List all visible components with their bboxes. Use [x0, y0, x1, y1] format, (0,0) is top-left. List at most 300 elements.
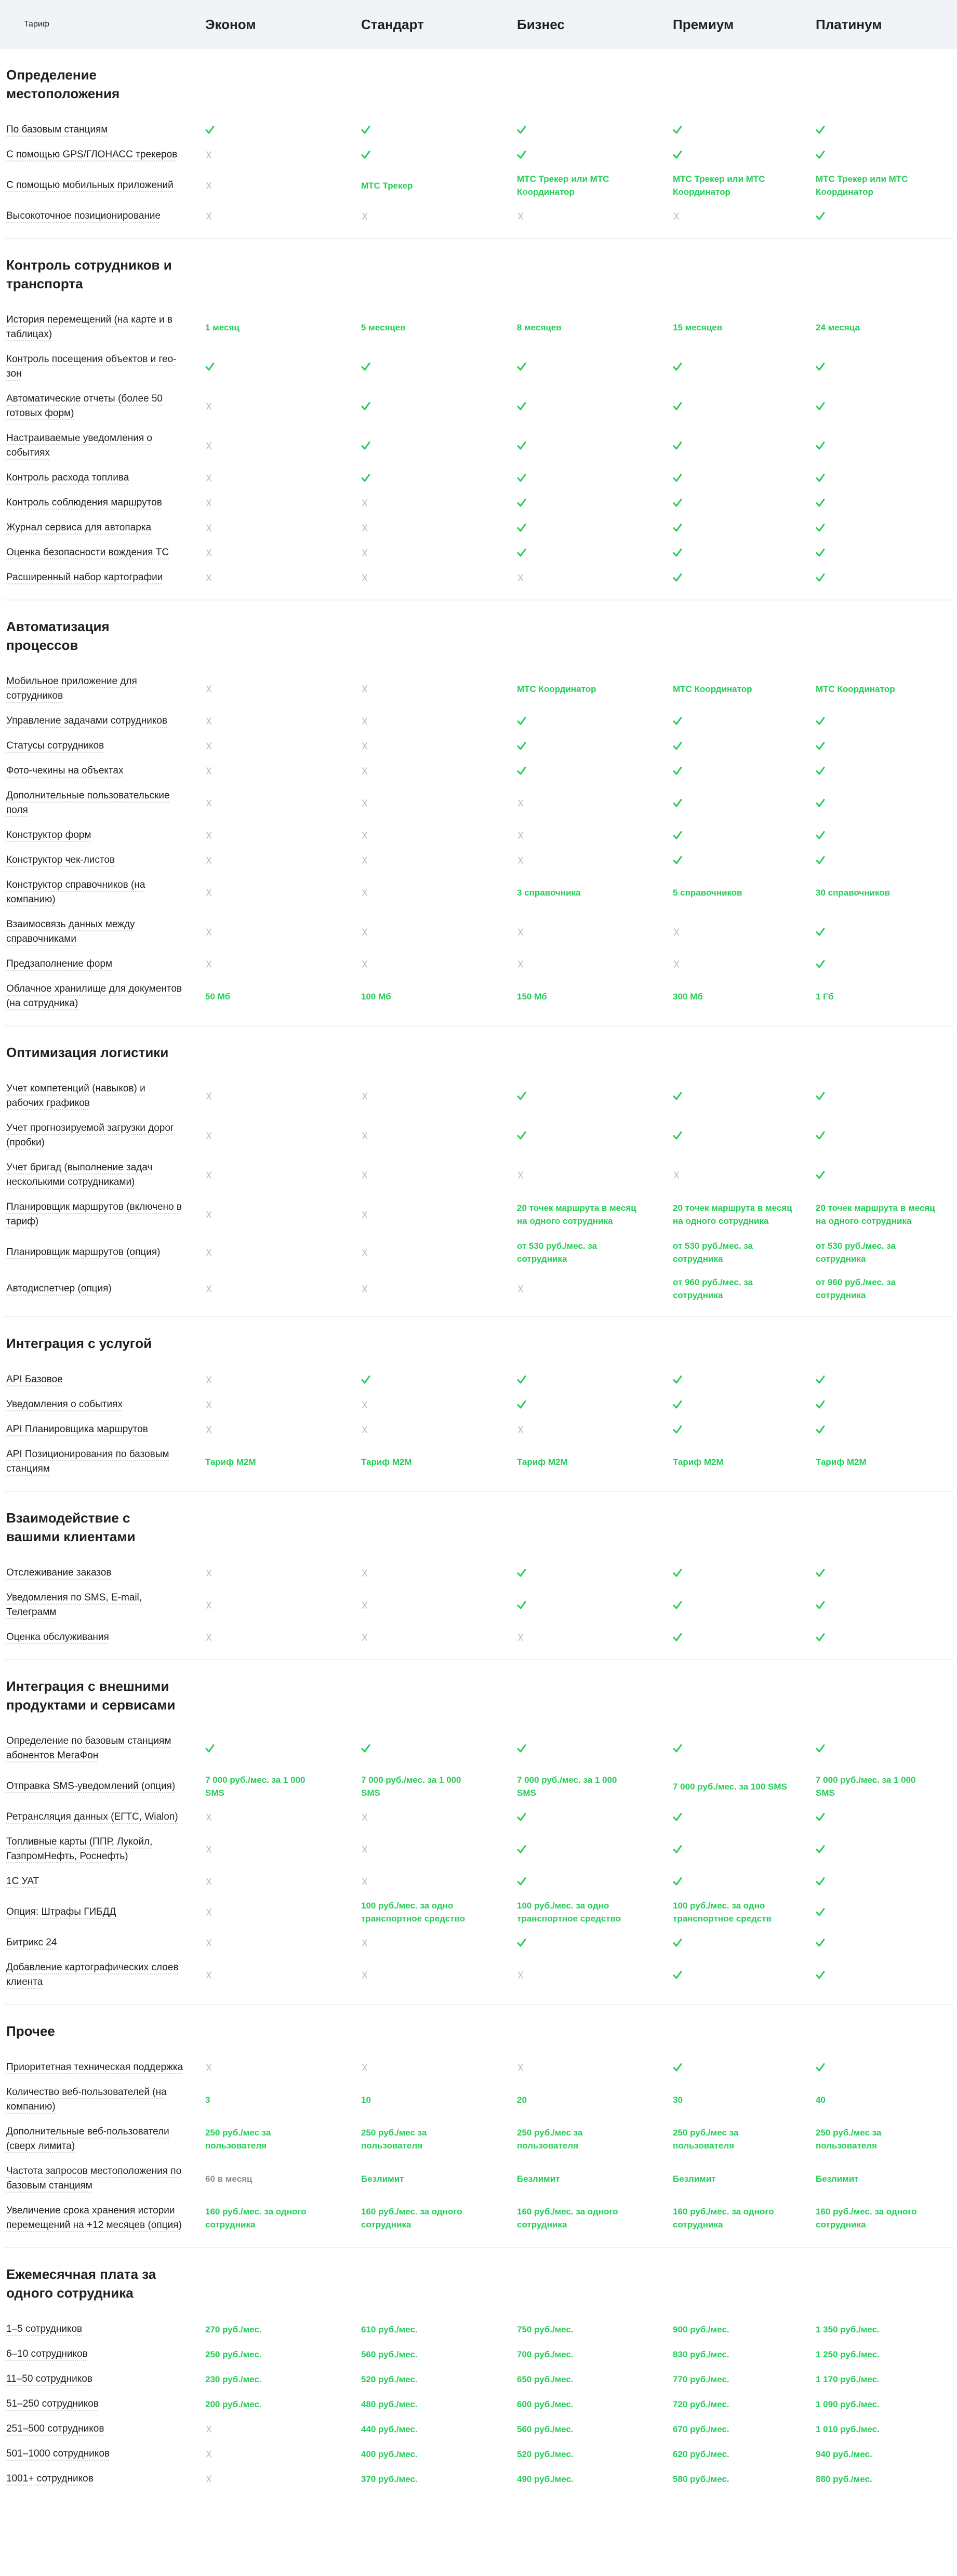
- check-icon: [673, 362, 816, 371]
- section: [4, 1026, 953, 1317]
- cross-icon: [361, 1131, 517, 1140]
- feature-value: Безлимит: [816, 2173, 859, 2184]
- cross-icon: [205, 524, 361, 532]
- feature-value: 440 руб./мес.: [361, 2424, 418, 2434]
- cross-icon: [517, 573, 673, 582]
- check-icon: [816, 741, 957, 751]
- check-icon: [816, 959, 957, 969]
- feature-label-text[interactable]: С помощью GPS/ГЛОНАСС трекеров: [6, 149, 178, 160]
- feature-label-text[interactable]: Контроль соблюдения маршрутов: [6, 497, 162, 508]
- table-row: [4, 709, 953, 733]
- feature-label-text[interactable]: Учет прогнозируемой загрузки дорог (пробки): [6, 1123, 174, 1148]
- feature-value: Тариф M2M: [673, 1457, 724, 1467]
- feature-label-text[interactable]: Высокоточное позиционирование: [6, 210, 161, 221]
- check-icon: [816, 211, 957, 221]
- section: [4, 239, 953, 600]
- feature-label: [4, 1905, 185, 1919]
- feature-label-text[interactable]: Учет бригад (выполнение задач несколькими сотрудниками): [6, 1162, 153, 1187]
- check-icon: [816, 473, 957, 483]
- feature-value: МТС Координатор: [816, 684, 895, 694]
- check-icon: [361, 441, 517, 450]
- table-row: [4, 1729, 953, 1768]
- feature-value: 160 руб./мес. за одного сотрудника: [361, 2207, 462, 2230]
- plan-header-standart: Стандарт: [361, 16, 424, 32]
- cross-icon: [205, 856, 361, 864]
- check-icon: [361, 1744, 517, 1753]
- table-row: [4, 733, 953, 758]
- feature-label-text[interactable]: Автоматические отчеты (более 50 готовых форм): [6, 393, 163, 419]
- check-icon: [816, 798, 957, 808]
- check-icon: [816, 2063, 957, 2072]
- table-row: [4, 1392, 953, 1417]
- check-icon: [816, 1400, 957, 1409]
- feature-label: [4, 1810, 185, 1824]
- feature-label: [4, 471, 185, 485]
- feature-label-text[interactable]: Оценка обслуживания: [6, 1632, 109, 1643]
- table-row: [4, 1625, 953, 1650]
- feature-label: [4, 2125, 185, 2154]
- feature-label-text[interactable]: 6–10 сотрудников: [6, 2348, 88, 2359]
- feature-label-text[interactable]: Опция: Штрафы ГИБДД: [6, 1906, 116, 1917]
- table-header: [0, 0, 957, 49]
- feature-label: [4, 570, 185, 585]
- cross-icon: [673, 960, 816, 968]
- check-icon: [517, 523, 673, 532]
- feature-label-text[interactable]: Уведомления о событиях: [6, 1399, 123, 1410]
- check-icon: [816, 573, 957, 582]
- cross-icon: [517, 2063, 673, 2072]
- check-icon: [205, 125, 361, 135]
- section-title: Интеграция с услугой: [6, 1336, 152, 1351]
- cross-icon: [205, 1845, 361, 1853]
- feature-label: [4, 1734, 185, 1763]
- check-icon: [816, 402, 957, 411]
- feature-label-text[interactable]: Добавление картографических слоев клиента: [6, 1962, 179, 1987]
- feature-label: [4, 209, 185, 223]
- feature-label-text[interactable]: Частота запросов местоположения по базовым станциям: [6, 2166, 182, 2191]
- table-row: [4, 142, 953, 167]
- feature-label-text[interactable]: 501–1000 сотрудников: [6, 2448, 110, 2459]
- feature-value: 5 справочников: [673, 887, 742, 898]
- feature-value: 30 справочников: [816, 887, 890, 898]
- section-title: Контроль сотрудников и транспорта: [6, 257, 172, 291]
- cross-icon: [205, 1376, 361, 1384]
- cross-icon: [361, 1633, 517, 1641]
- feature-value: 880 руб./мес.: [816, 2474, 872, 2484]
- table-row: [4, 490, 953, 515]
- feature-label-text[interactable]: Конструктор чек-листов: [6, 855, 115, 865]
- feature-value: 1 Гб: [816, 991, 834, 1002]
- table-row: [4, 426, 953, 465]
- feature-label-text[interactable]: 51–250 сотрудников: [6, 2398, 99, 2409]
- feature-label-text[interactable]: Фото-чекины на объектах: [6, 765, 124, 776]
- section-title: Взаимодействие с вашими клиентами: [6, 1510, 136, 1544]
- cross-icon: [205, 1877, 361, 1886]
- table-row: [4, 1195, 953, 1234]
- cross-icon: [205, 928, 361, 936]
- table-row: [4, 347, 953, 386]
- feature-label-text[interactable]: Управление задачами сотрудников: [6, 715, 168, 726]
- check-icon: [816, 1938, 957, 1947]
- feature-value: 250 руб./мес за пользователя: [816, 2128, 882, 2151]
- feature-value: 3 справочника: [517, 887, 581, 898]
- feature-value: 610 руб./мес.: [361, 2324, 418, 2334]
- cross-icon: [673, 1171, 816, 1179]
- section-title: Интеграция с внешними продуктами и сервисами: [6, 1678, 176, 1713]
- feature-label-text[interactable]: API Позиционирования по базовым станциям: [6, 1449, 169, 1474]
- feature-value: 7 000 руб./мес. за 1 000 SMS: [517, 1775, 617, 1798]
- check-icon: [816, 1375, 957, 1384]
- feature-label: [4, 431, 185, 460]
- feature-value: 20: [517, 2094, 527, 2105]
- feature-value: 650 руб./мес.: [517, 2374, 574, 2384]
- feature-label: [4, 1245, 185, 1260]
- feature-label-text[interactable]: Дополнительные веб-пользователи (сверх лимита): [6, 2126, 169, 2152]
- feature-label-text[interactable]: 11–50 сотрудников: [6, 2373, 92, 2384]
- feature-value: 250 руб./мес за пользователя: [361, 2128, 427, 2151]
- table-row: [4, 1116, 953, 1155]
- feature-value: 940 руб./мес.: [816, 2449, 872, 2459]
- cross-icon: [517, 1633, 673, 1641]
- table-row: [4, 1155, 953, 1195]
- table-row: [4, 1234, 953, 1271]
- check-icon: [816, 1877, 957, 1886]
- check-icon: [673, 766, 816, 776]
- feature-label: [4, 1630, 185, 1645]
- plan-header-premium: Премиум: [673, 16, 734, 32]
- feature-label: [4, 2447, 185, 2461]
- cross-icon: [361, 1845, 517, 1853]
- section-title: Определение местоположения: [6, 67, 120, 101]
- feature-label-text[interactable]: 251–500 сотрудников: [6, 2423, 104, 2434]
- feature-value: 60 в месяц: [205, 2173, 252, 2184]
- section-title: Оптимизация логистики: [6, 1045, 169, 1060]
- cross-icon: [205, 1939, 361, 1947]
- feature-value: 10: [361, 2094, 371, 2105]
- plan-header-ekonom: Эконом: [205, 16, 256, 32]
- table-row: [4, 1894, 953, 1930]
- check-icon: [673, 1845, 816, 1854]
- section: [4, 600, 953, 1026]
- feature-value: 150 Мб: [517, 991, 547, 1002]
- check-icon: [673, 125, 816, 135]
- feature-value: 5 месяцев: [361, 322, 406, 332]
- feature-label-text[interactable]: Конструктор форм: [6, 830, 91, 840]
- table-row: [4, 848, 953, 873]
- table-row: [4, 1955, 953, 1995]
- cross-icon: [205, 1248, 361, 1257]
- check-icon: [517, 1131, 673, 1140]
- feature-label: [4, 178, 185, 193]
- feature-label-text[interactable]: Количество веб-пользователей (на компанию): [6, 2087, 167, 2112]
- feature-value: Тариф M2M: [816, 1457, 867, 1467]
- check-icon: [816, 498, 957, 508]
- feature-value: 7 000 руб./мес. за 100 SMS: [673, 1781, 787, 1792]
- check-icon: [816, 856, 957, 865]
- feature-label: [4, 2472, 185, 2486]
- feature-label: [4, 789, 185, 818]
- feature-label: [4, 1874, 185, 1889]
- section: [4, 2248, 953, 2501]
- check-icon: [517, 1845, 673, 1854]
- check-icon: [517, 125, 673, 135]
- cross-icon: [361, 1248, 517, 1257]
- feature-label-text[interactable]: Статусы сотрудников: [6, 740, 104, 751]
- feature-label-text[interactable]: Уведомления по SMS, E-mail, Телеграмм: [6, 1592, 142, 1618]
- table-row: [4, 117, 953, 142]
- table-row: [4, 2080, 953, 2119]
- feature-label-text[interactable]: Контроль расхода топлива: [6, 472, 129, 483]
- feature-label-text[interactable]: История перемещений (на карте и в таблицах): [6, 314, 172, 340]
- feature-value: 30: [673, 2094, 683, 2105]
- check-icon: [361, 362, 517, 371]
- cross-icon: [673, 212, 816, 220]
- feature-label: [4, 853, 185, 867]
- check-icon: [816, 1845, 957, 1854]
- feature-label-text[interactable]: Битрикс 24: [6, 1937, 57, 1948]
- check-icon: [517, 150, 673, 159]
- table-row: [4, 783, 953, 823]
- check-icon: [816, 831, 957, 840]
- feature-label: [4, 917, 185, 946]
- table-row: [4, 1442, 953, 1481]
- check-icon: [673, 402, 816, 411]
- feature-label-text[interactable]: Оценка безопасности вождения ТС: [6, 547, 169, 558]
- feature-value: 1 010 руб./мес.: [816, 2424, 880, 2434]
- check-icon: [673, 1375, 816, 1384]
- feature-label: [4, 392, 185, 421]
- check-icon: [673, 1425, 816, 1434]
- cross-icon: [361, 767, 517, 775]
- feature-label: [4, 313, 185, 342]
- cross-icon: [361, 960, 517, 968]
- check-icon: [517, 441, 673, 450]
- feature-label-text[interactable]: Планировщик маршрутов (включено в тариф): [6, 1202, 182, 1227]
- feature-value: 770 руб./мес.: [673, 2374, 729, 2384]
- table-row: [4, 1560, 953, 1585]
- feature-label-text[interactable]: 1–5 сотрудников: [6, 2324, 83, 2334]
- check-icon: [361, 402, 517, 411]
- cross-icon: [361, 1171, 517, 1179]
- feature-value: 830 руб./мес.: [673, 2349, 729, 2359]
- cross-icon: [361, 1601, 517, 1609]
- check-icon: [517, 1400, 673, 1409]
- table-row: [4, 515, 953, 540]
- check-icon: [673, 798, 816, 808]
- section-title: Ежемесячная плата за одного сотрудника: [6, 2266, 156, 2301]
- cross-icon: [205, 2063, 361, 2072]
- feature-label-text[interactable]: Предзаполнение форм: [6, 958, 113, 969]
- feature-label-text[interactable]: Отправка SMS-уведомлений (опция): [6, 1781, 176, 1792]
- feature-label: [4, 520, 185, 535]
- feature-label: [4, 1779, 185, 1794]
- feature-label-text[interactable]: Определение по базовым станциям абонентов МегаФон: [6, 1736, 171, 1761]
- check-icon: [816, 1425, 957, 1434]
- feature-label: [4, 2422, 185, 2436]
- feature-label-text[interactable]: API Базовое: [6, 1374, 63, 1385]
- cross-icon: [205, 717, 361, 725]
- feature-value: Тариф M2M: [361, 1457, 412, 1467]
- cross-icon: [361, 1210, 517, 1219]
- feature-label: [4, 1936, 185, 1950]
- cross-icon: [205, 573, 361, 582]
- feature-label-text[interactable]: Контроль посещения объектов и гео-зон: [6, 354, 177, 379]
- comparison-table: [0, 49, 957, 2501]
- feature-value: 7 000 руб./мес. за 1 000 SMS: [816, 1775, 916, 1798]
- feature-label-text[interactable]: 1001+ сотрудников: [6, 2473, 94, 2484]
- feature-value: 560 руб./мес.: [361, 2349, 418, 2359]
- table-row: [4, 823, 953, 848]
- cross-icon: [361, 212, 517, 220]
- table-row: [4, 1869, 953, 1894]
- feature-label-text[interactable]: Приоритетная техническая поддержка: [6, 2062, 183, 2073]
- feature-label: [4, 1160, 185, 1190]
- feature-value: 50 Мб: [205, 991, 231, 1002]
- check-icon: [205, 362, 361, 371]
- feature-value: 100 Мб: [361, 991, 391, 1002]
- cross-icon: [361, 831, 517, 839]
- section: [4, 2005, 953, 2248]
- cross-icon: [517, 1285, 673, 1293]
- feature-label: [4, 739, 185, 753]
- check-icon: [361, 150, 517, 159]
- check-icon: [816, 548, 957, 557]
- table-row: [4, 2466, 953, 2491]
- table-row: [4, 2198, 953, 2238]
- cross-icon: [205, 1971, 361, 1979]
- cross-icon: [205, 1633, 361, 1641]
- feature-label: [4, 2204, 185, 2233]
- feature-label-text[interactable]: Облачное хранилище для документов (на сотрудника): [6, 983, 182, 1009]
- feature-label-text[interactable]: Планировщик маршрутов (опция): [6, 1247, 161, 1258]
- feature-label-text[interactable]: Увеличение срока хранения истории перемещений на +12 месяцев (опция): [6, 2205, 182, 2231]
- feature-label-text[interactable]: С помощью мобильных приложений: [6, 180, 174, 191]
- cross-icon: [205, 1813, 361, 1821]
- feature-value: 8 месяцев: [517, 322, 562, 332]
- table-row: [4, 2119, 953, 2159]
- check-icon: [673, 831, 816, 840]
- feature-label-text[interactable]: Настраиваемые уведомления о событиях: [6, 433, 152, 458]
- feature-label: [4, 2085, 185, 2114]
- cross-icon: [205, 402, 361, 410]
- feature-label-text[interactable]: Топливные карты (ППР, Лукойл, ГазпромНефть, Роснефть): [6, 1836, 153, 1862]
- feature-label-text[interactable]: Журнал сервиса для автопарка: [6, 522, 152, 533]
- feature-value: 580 руб./мес.: [673, 2474, 729, 2484]
- check-icon: [816, 927, 957, 937]
- feature-value: 20 точек маршрута в месяц на одного сотрудника: [816, 1203, 935, 1226]
- table-row: [4, 2441, 953, 2466]
- check-icon: [673, 1970, 816, 1980]
- feature-label-text[interactable]: Отслеживание заказов: [6, 1567, 112, 1578]
- feature-label: [4, 828, 185, 843]
- feature-label: [4, 1082, 185, 1111]
- feature-label: [4, 1835, 185, 1864]
- cross-icon: [517, 1171, 673, 1179]
- cross-icon: [361, 856, 517, 864]
- cross-icon: [205, 1131, 361, 1140]
- feature-value: 560 руб./мес.: [517, 2424, 574, 2434]
- check-icon: [673, 150, 816, 159]
- check-icon: [673, 1744, 816, 1753]
- cross-icon: [517, 856, 673, 864]
- feature-value: МТС Трекер или МТС Координатор: [816, 174, 908, 197]
- feature-value: 620 руб./мес.: [673, 2449, 729, 2459]
- feature-value: 100 руб./мес. за одно транспортное средств: [673, 1901, 772, 1924]
- feature-value: 7 000 руб./мес. за 1 000 SMS: [361, 1775, 461, 1798]
- feature-label-text[interactable]: 1С УАТ: [6, 1876, 39, 1887]
- cross-icon: [205, 1601, 361, 1609]
- cross-icon: [205, 767, 361, 775]
- feature-value: от 960 руб./мес. за сотрудника: [673, 1277, 753, 1300]
- feature-value: 900 руб./мес.: [673, 2324, 729, 2334]
- cross-icon: [361, 1092, 517, 1100]
- feature-label-text[interactable]: Дополнительные пользовательские поля: [6, 790, 170, 816]
- plan-header-biznes: Бизнес: [517, 16, 565, 32]
- check-icon: [673, 1600, 816, 1610]
- feature-value: 250 руб./мес за пользователя: [673, 2128, 739, 2151]
- feature-label-text[interactable]: Учет компетенций (навыков) и рабочих графиков: [6, 1083, 145, 1109]
- check-icon: [673, 716, 816, 726]
- check-icon: [517, 548, 673, 557]
- feature-label-text[interactable]: Мобильное приложение для сотрудников: [6, 676, 137, 701]
- feature-value: 720 руб./мес.: [673, 2399, 729, 2409]
- section: [4, 49, 953, 239]
- feature-label: [4, 878, 185, 907]
- feature-value: от 530 руб./мес. за сотрудника: [816, 1241, 896, 1264]
- check-icon: [517, 362, 673, 371]
- feature-label-text[interactable]: По базовым станциям: [6, 124, 108, 135]
- cross-icon: [517, 960, 673, 968]
- cross-icon: [205, 742, 361, 750]
- cross-icon: [205, 151, 361, 159]
- feature-value: МТС Трекер: [361, 180, 413, 191]
- check-icon: [361, 473, 517, 483]
- check-icon: [816, 1131, 957, 1140]
- check-icon: [517, 766, 673, 776]
- feature-value: 490 руб./мес.: [517, 2474, 574, 2484]
- feature-value: 250 руб./мес за пользователя: [205, 2128, 271, 2151]
- table-row: [4, 952, 953, 977]
- feature-label-text[interactable]: API Планировщика маршрутов: [6, 1424, 148, 1435]
- cross-icon: [205, 799, 361, 807]
- cross-icon: [517, 928, 673, 936]
- cross-icon: [205, 1210, 361, 1219]
- feature-label-text[interactable]: Конструктор справочников (на компанию): [6, 879, 145, 905]
- feature-label-text[interactable]: Ретрансляция данных (ЕГТС, Wialon): [6, 1811, 178, 1822]
- feature-value: 600 руб./мес.: [517, 2399, 574, 2409]
- check-icon: [517, 1091, 673, 1101]
- feature-value: 24 месяца: [816, 322, 860, 332]
- check-icon: [816, 1970, 957, 1980]
- feature-label: [4, 123, 185, 137]
- feature-value: 15 месяцев: [673, 322, 723, 332]
- feature-label: [4, 982, 185, 1011]
- table-row: [4, 1271, 953, 1307]
- feature-label: [4, 2372, 185, 2386]
- check-icon: [816, 1744, 957, 1753]
- feature-label-text[interactable]: Взаимосвязь данных между справочниками: [6, 919, 135, 944]
- feature-label-text[interactable]: Расширенный набор картографии: [6, 572, 163, 583]
- feature-label-text[interactable]: Автодиспетчер (опция): [6, 1283, 112, 1294]
- check-icon: [517, 1375, 673, 1384]
- section: [4, 1660, 953, 2005]
- table-row: [4, 2159, 953, 2198]
- cross-icon: [205, 2475, 361, 2483]
- feature-value: Тариф M2M: [205, 1457, 256, 1467]
- check-icon: [816, 1568, 957, 1578]
- feature-value: 230 руб./мес.: [205, 2374, 262, 2384]
- check-icon: [673, 856, 816, 865]
